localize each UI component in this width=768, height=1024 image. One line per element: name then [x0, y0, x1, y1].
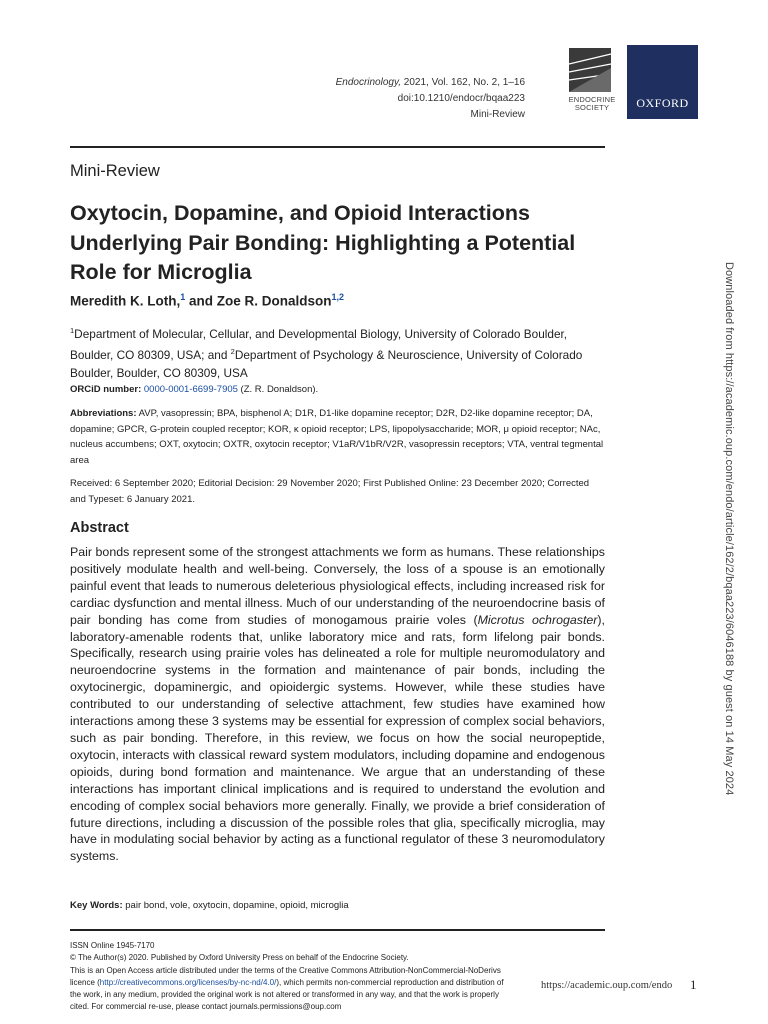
abstract-heading: Abstract	[70, 520, 129, 536]
affiliations: $^1$Department of Molecular, Cellular, and Developmental Biology, University of Colorado Boulder, Boulder, CO 80309, USA; and $^2$Department of Psychology & Neuroscience, University of Colorado Boulder, Boulder, CO 80309, USA	[70, 326, 583, 380]
endocrine-society-text: ENDOCRINE SOCIETY	[568, 95, 616, 112]
license-link[interactable]: http://creativecommons.org/licenses/by-nc-nd/4.0/	[99, 977, 277, 987]
article-title: Oxytocin, Dopamine, and Opioid Interactions Underlying Pair Bonding: Highlighting a Potential Role for Microglia	[70, 201, 576, 284]
orcid-label: ORCiD number:	[70, 384, 142, 395]
journal-url[interactable]: https://academic.oup.com/endo	[541, 980, 673, 991]
license-text: This is an Open Access article distributed under the terms of the Creative Commons Attribution-NonCommercial-NoDerivs licence (http://creativecommons.org/licenses/by-nc-nd/4.0/), which permits non-commercial reproduction and distribution of the work, in any medium, provided the original work is not altered or transformed in any way, and that the work is properly cited. For commercial re-use, please contact journals.permissions@oup.com	[70, 965, 504, 1012]
issn: ISSN Online 1945-7170	[70, 941, 155, 950]
download-watermark: Downloaded from https://academic.oup.com/endo/article/162/2/bqaa223/6046188 by guest on 14 May 2024	[723, 262, 735, 796]
author-list	[70, 292, 344, 309]
orcid: ORCiD number: 0000-0001-6699-7905 (Z. R. Donaldson).	[70, 384, 319, 395]
page-number: 1	[690, 977, 697, 992]
header-divider	[70, 146, 605, 148]
volume-info: 2021, Vol. 162, No. 2, 1–16	[401, 77, 525, 88]
affiliation-ref[interactable]: 1,2	[331, 292, 345, 302]
license-footer	[70, 940, 510, 1014]
abbreviations: Abbreviations: AVP, vasopressin; BPA, bisphenol A; D1R, D1-like dopamine receptor; D2R, D2-like dopamine receptor; DA, dopamine; GPCR, G-protein coupled receptor; KOR, κ opioid receptor; LPS, lipopolysaccharide; MOR, μ opioid receptor; NAc, nucleus accumbens; OXT, oxytocin; OXTR, oxytocin receptor; V1aR/V1bR/V2R, vasopressin receptors; VTA, ventral tegmental area	[70, 408, 604, 466]
affiliation-ref[interactable]: 1	[180, 292, 186, 302]
species-name: Microtus ochrogaster	[477, 612, 598, 627]
publication-dates: Received: 6 September 2020; Editorial Decision: 29 November 2020; First Published Online: 23 December 2020; Corrected and Typeset: 6 January 2021.	[70, 478, 590, 505]
keywords: Key Words: pair bond, vole, oxytocin, dopamine, opioid, microglia	[70, 900, 349, 911]
abstract-text: Pair bonds represent some of the strongest attachments we form as humans. These relationships positively modulate health and well-being. Conversely, the loss of a spouse is an emotionally painful event that leads to numerous deleterious physiological effects, including increased risk for cardiac dysfunction and mental illness. Much of our understanding of the neuroendocrine basis of pair bonding has come from studies of monogamous prairie voles (Microtus ochrogaster), laboratory-amenable rodents that, unlike laboratory mice and rats, form lifelong pair bonds. Specifically, research using prairie voles has delineated a role for multiple neuromodulatory and neuroendocrine systems in the formation and maintenance of pair bonds, including the oxytocinergic, dopaminergic, and opioidergic systems. However, while these studies have contributed to our understanding of selective attachment, few studies have examined how interactions among these 3 systems may be essential for expression of complex social behaviors, such as pair bonding. Therefore, in this review, we focus on how the social neuropeptide, oxytocin, interacts with classical reward system modulators, including dopamine and endogenous opioids, during bond formation and maintenance. We argue that an understanding of these interactions has important clinical implications and is required to understand the evolution and encoding of complex social behaviors more generally. Finally, we provide a brief consideration of future directions, including a discussion of the possible roles that glia, specifically microglia, may have in modulating social behavior by acting as a functional regulator of these 3 neuromodulatory systems.	[70, 545, 605, 864]
journal-name: Endocrinology,	[335, 77, 402, 88]
doi[interactable]: doi:10.1210/endocr/bqaa223	[397, 93, 525, 104]
section-label: Mini-Review	[70, 162, 160, 180]
author-name[interactable]: and Zoe R. Donaldson	[185, 293, 332, 309]
abbreviations-label: Abbreviations:	[70, 408, 137, 419]
orcid-link[interactable]: 0000-0001-6699-7905	[143, 384, 238, 395]
oxford-logo: OXFORD	[627, 45, 698, 119]
footer-divider	[70, 929, 605, 931]
journal-citation	[336, 75, 525, 123]
keywords-label: Key Words:	[70, 900, 123, 911]
copyright: © The Author(s) 2020. Published by Oxford University Press on behalf of the Endocrine Society.	[70, 953, 409, 963]
author-name[interactable]: Meredith K. Loth,	[70, 293, 181, 309]
article-type: Mini-Review	[470, 109, 525, 120]
